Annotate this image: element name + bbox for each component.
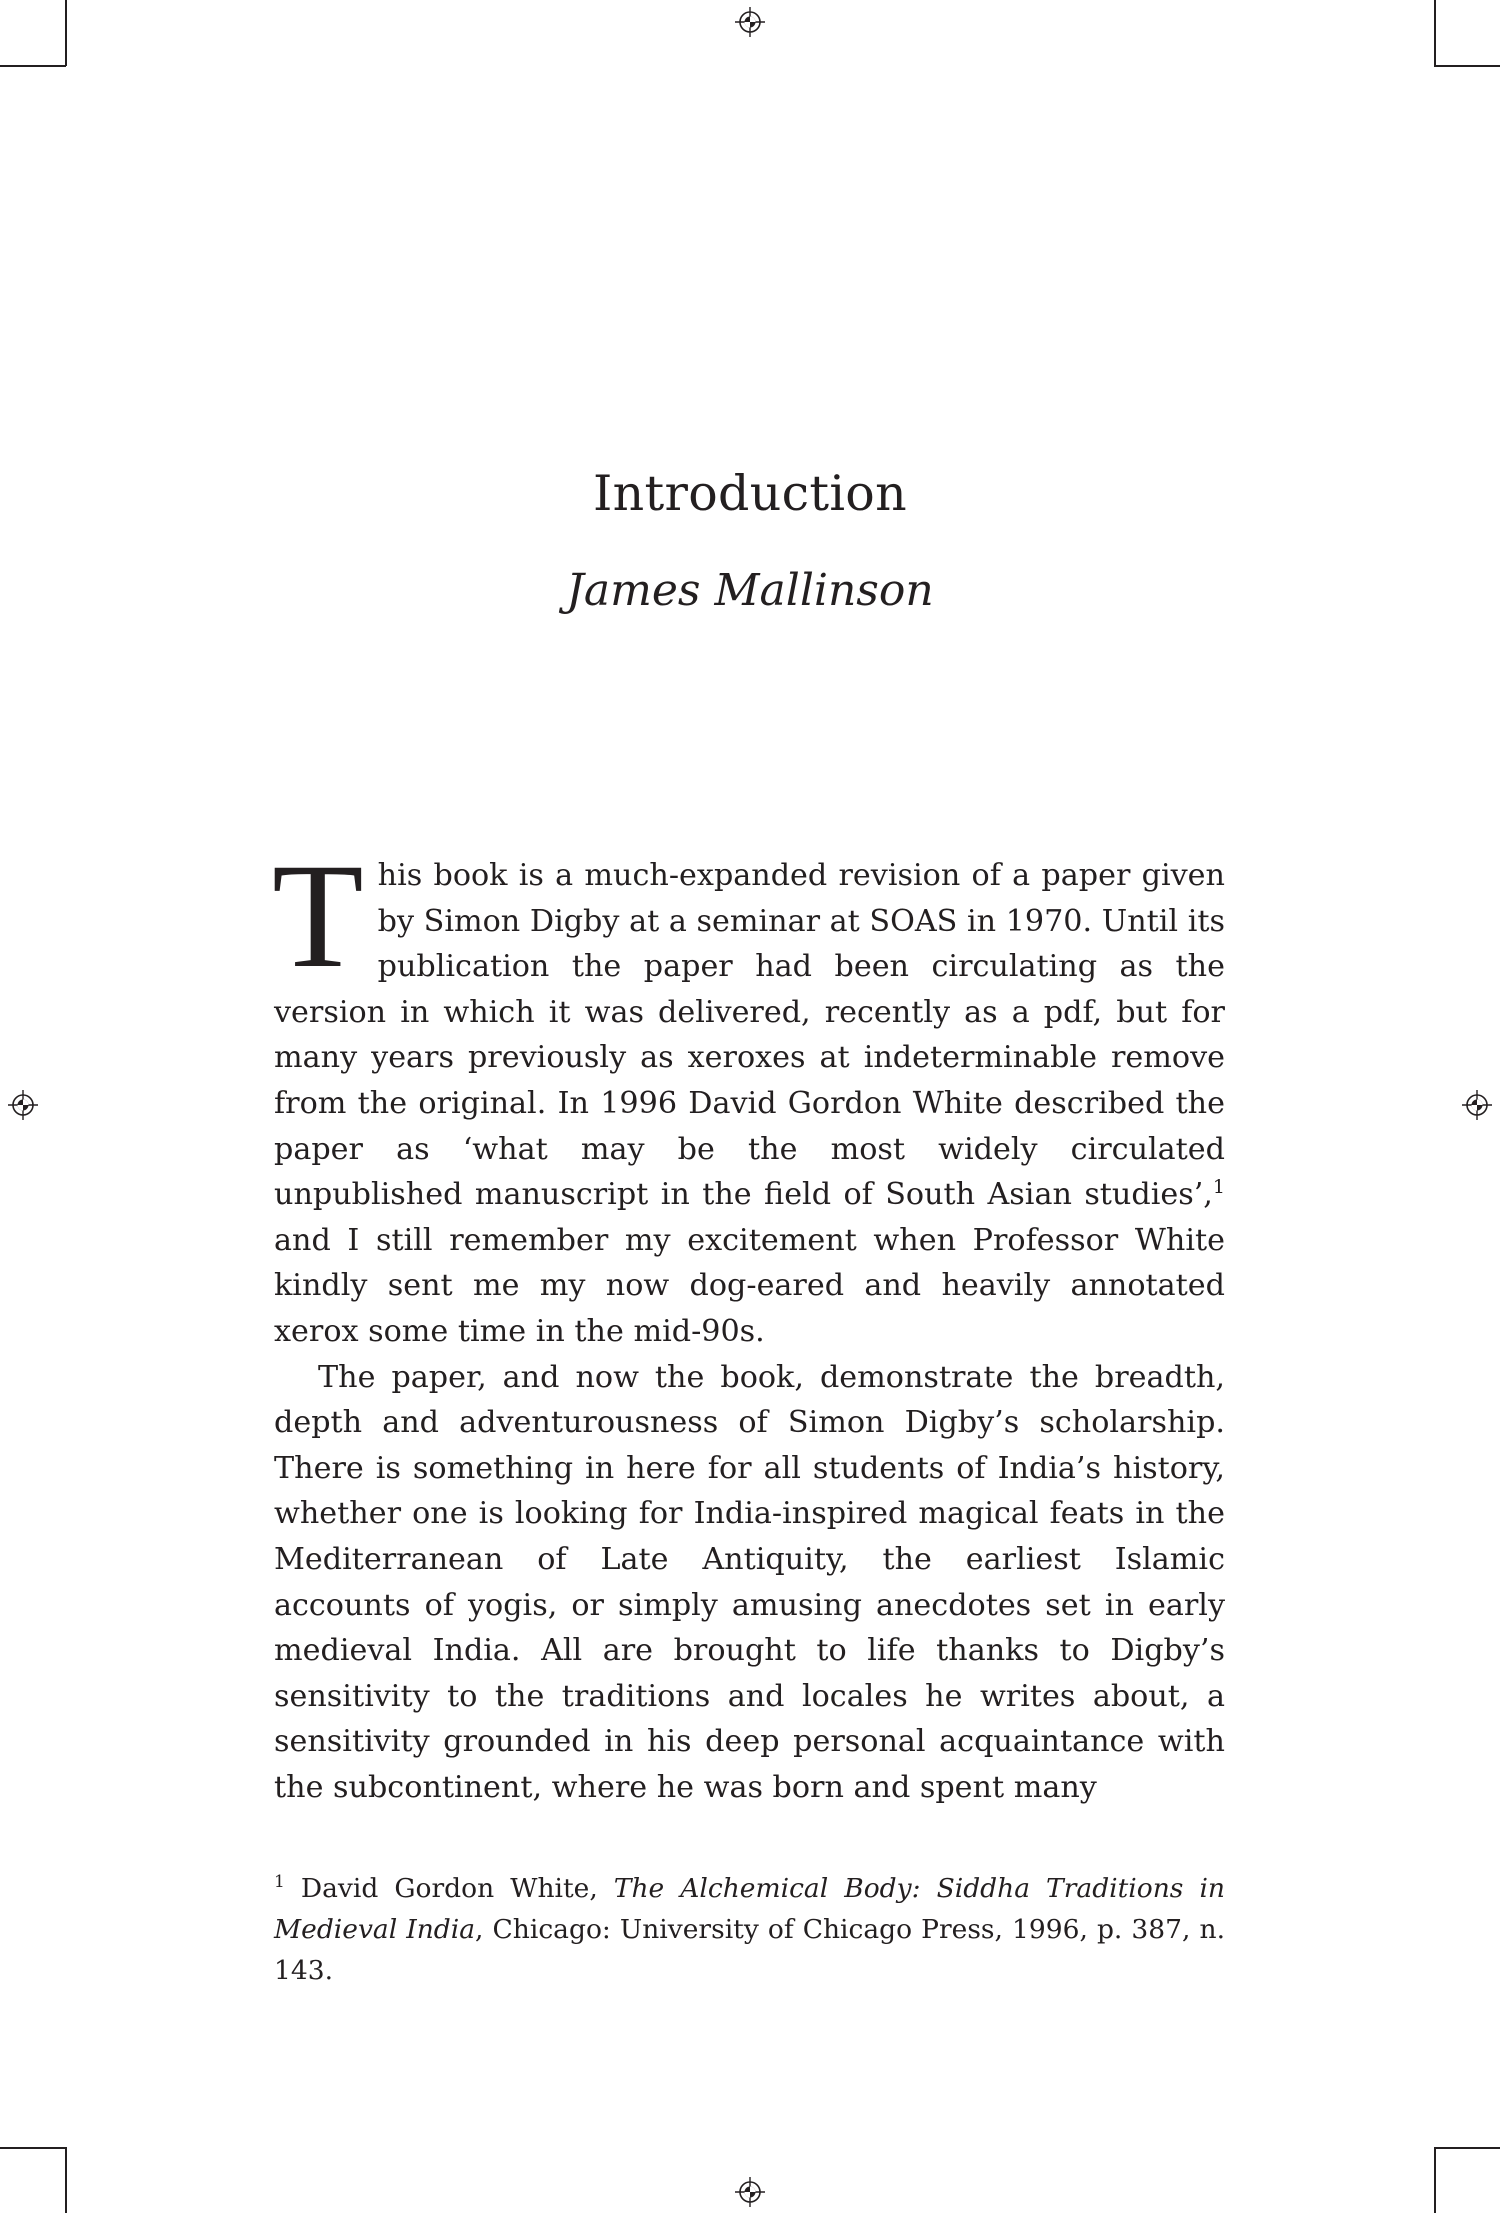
drop-cap: T bbox=[272, 833, 364, 999]
footnote-publication: , Chicago: University of Chicago Press, 1996, p. 387, n. 143. bbox=[274, 1914, 1225, 1986]
paragraph-1-text-end: and I still remember my excitement when Professor White kindly sent me my now dog-eared and heavily annotated xerox some time in the mid-90s. bbox=[274, 1222, 1225, 1349]
body-text bbox=[272, 833, 1225, 1810]
registration-mark-top bbox=[735, 7, 765, 37]
footnote bbox=[274, 1868, 1225, 1991]
crop-mark-top-right bbox=[1434, 0, 1436, 66]
crop-mark-top-left bbox=[65, 0, 67, 66]
crop-mark-bottom-right-h bbox=[1434, 2147, 1500, 2149]
chapter-author: James Mallinson bbox=[566, 565, 934, 616]
footnote-author: David Gordon White, bbox=[284, 1873, 614, 1904]
registration-mark-bottom bbox=[735, 2177, 765, 2207]
footnote-number: 1 bbox=[274, 1872, 285, 1893]
registration-mark-left bbox=[8, 1090, 38, 1120]
crop-mark-top-left-h bbox=[0, 65, 66, 67]
chapter-title: Introduction bbox=[593, 465, 907, 522]
crop-mark-bottom-right bbox=[1434, 2147, 1436, 2213]
paragraph-1-text: his book is a much-expanded revision of a paper given by Simon Digby at a seminar at SOAS in 1970. Until its publication the paper had been circulating as the version in which it was delivered, recently as a pdf, but for many years previously as xeroxes at indeterminable remove from the original. In 1996 David Gordon White described the paper as ‘what may be the most widely circulated unpublished manuscript in the field of South Asian studies’, bbox=[274, 858, 1225, 1213]
crop-mark-bottom-left bbox=[65, 2147, 67, 2213]
registration-mark-right bbox=[1462, 1090, 1492, 1120]
paragraph-2: The paper, and now the book, demonstrate the breadth, depth and adventurousness of Simon Digby’s scholarship. There is something in here for all students of India’s history, whether one is looking for India-inspired magical feats in the Mediterranean of Late Antiquity, the earliest Islamic accounts of yogis, or simply amusing anecdotes set in early medieval India. All are brought to life thanks to Digby’s sensitivity to the traditions and locales he writes about, a sensitivity grounded in his deep personal acquaintance with the subcontinent, where he was born and spent many bbox=[274, 1359, 1225, 1805]
crop-mark-bottom-left-h bbox=[0, 2147, 66, 2149]
paragraph-1 bbox=[272, 833, 1225, 1355]
footnote-book-title: The Alchemical Body: Siddha Traditions in Medieval India bbox=[274, 1873, 1225, 1945]
footnote-reference[interactable]: 1 bbox=[1212, 1176, 1225, 1199]
crop-mark-top-right-h bbox=[1434, 65, 1500, 67]
